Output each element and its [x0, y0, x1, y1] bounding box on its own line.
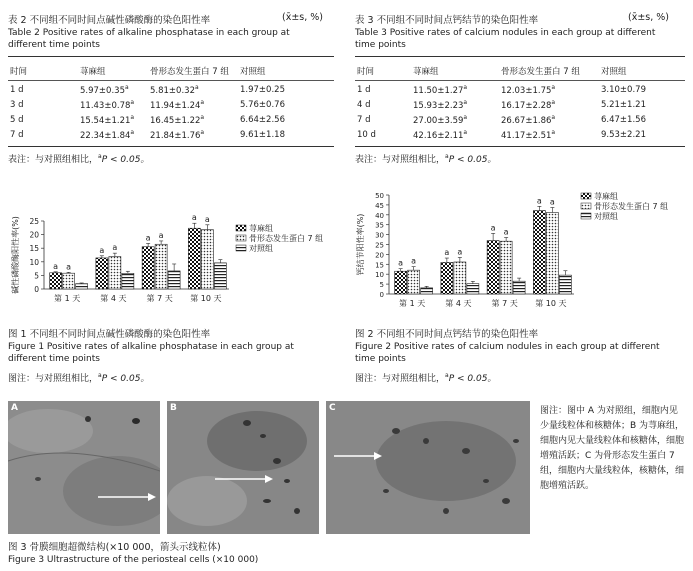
- bar-1: [441, 262, 453, 294]
- table2-cell: [10, 82, 80, 97]
- table3-top-rule: [355, 56, 685, 57]
- table2-header-time: 时间: [10, 67, 28, 77]
- table3-cell-value: 9.53±2.21: [601, 129, 646, 140]
- table2-cell: [150, 112, 240, 127]
- bar-3: [559, 275, 571, 294]
- table3: [357, 60, 683, 142]
- table3-cell-value: 16.17±2.28: [501, 100, 552, 111]
- table2-cell: [240, 82, 330, 97]
- table3-cell: [357, 82, 413, 97]
- significance-label: a: [444, 248, 450, 258]
- y-tick-label: 35: [375, 221, 384, 230]
- significance-label: a: [549, 197, 555, 207]
- legend-label-1: 荨麻组: [594, 192, 618, 201]
- table3-cell: [413, 127, 501, 142]
- table3-cell: [501, 112, 601, 127]
- table3-cell-value: 42.16±2.11: [413, 130, 464, 141]
- table2-cell-value: 1 d: [10, 84, 24, 95]
- table3-cell: [601, 82, 683, 97]
- legend-swatch-1: [581, 193, 591, 199]
- bar-2: [500, 241, 512, 294]
- significance-label: a: [66, 262, 72, 272]
- figure2-note-prefix: 图注：与对照组相比，: [355, 374, 446, 384]
- figure3-caption-en: Figure 3 Ultrastructure of the periosteal cells (×10 000): [8, 555, 259, 565]
- micrograph-b-texture: [167, 401, 319, 534]
- bar-1: [142, 247, 154, 289]
- table3-cell-value: 3.10±0.79: [601, 84, 646, 95]
- legend-swatch-2: [581, 203, 591, 209]
- figure1-note-prefix: 图注：与对照组相比，: [8, 374, 99, 384]
- table3-cell: [501, 82, 601, 97]
- table2-cell: [150, 97, 240, 112]
- y-tick-label: 5: [379, 281, 384, 290]
- table3-cell-sig: a: [551, 98, 556, 106]
- figure2-caption-en: Figure 2 Positive rates of calcium nodules in each group at different time points: [355, 342, 660, 364]
- table2-cell: [150, 127, 240, 142]
- table2-note-suffix: P < 0.05。: [101, 155, 150, 165]
- micrograph-b: [167, 401, 319, 534]
- legend-swatch-1: [236, 225, 246, 231]
- table2-cell-value: 7 d: [10, 129, 24, 140]
- table3-cell: [413, 112, 501, 127]
- table2-row: [10, 127, 330, 142]
- legend-label-3: 对照组: [249, 244, 273, 253]
- bar-1: [50, 273, 62, 289]
- bar-2: [63, 273, 75, 289]
- legend-swatch-3: [236, 245, 246, 251]
- table3-row: [357, 127, 683, 142]
- y-tick-label: 25: [29, 217, 39, 226]
- legend-swatch-2: [236, 235, 246, 241]
- table2-row: [10, 112, 330, 127]
- table3-cell-sig: a: [551, 128, 556, 136]
- table3-cell: [601, 127, 683, 142]
- table3-header-g2: 骨形态发生蛋白 7 组: [501, 67, 580, 77]
- table2-cell-value: 5.81±0.32: [150, 85, 195, 96]
- legend-label-1: 荨麻组: [249, 224, 273, 233]
- table2-cell-sig: a: [130, 98, 135, 106]
- legend-label-3: 对照组: [594, 212, 618, 221]
- y-tick-label: 10: [29, 257, 39, 267]
- bar-2: [201, 230, 213, 289]
- y-tick-label: 30: [375, 231, 384, 240]
- figure1-note-suffix: P < 0.05。: [101, 374, 150, 384]
- significance-label: a: [112, 243, 118, 253]
- bar-1: [533, 211, 545, 294]
- y-axis-label: 碱性磷酸酶阳性率(%): [11, 216, 20, 294]
- table3-row: [357, 97, 683, 112]
- significance-label: a: [536, 196, 542, 206]
- y-axis-label: 钙结节阳性率(%): [356, 213, 365, 276]
- significance-label: a: [145, 233, 151, 243]
- table2-cell-sig: a: [130, 128, 135, 136]
- table2-cell-value: 6.64±2.56: [240, 114, 285, 125]
- table2-cell-value: 1.97±0.25: [240, 84, 285, 95]
- table3-note: [355, 152, 496, 165]
- significance-label: a: [53, 261, 59, 271]
- table3-cell-sig: a: [463, 113, 468, 121]
- table2-title-en: Table 2 Positive rates of alkaline phosphatase in each group at different time points: [8, 28, 290, 50]
- micrograph-a: [8, 401, 160, 534]
- table3-cell-sig: a: [463, 98, 468, 106]
- table3-cell-value: 15.93±2.23: [413, 100, 464, 111]
- significance-label: a: [99, 245, 105, 255]
- figure3-caption-cn: 图 3 骨膜细胞超微结构(×10 000，箭头示线粒体): [8, 542, 221, 553]
- table3-cell-value: 6.47±1.56: [601, 114, 646, 125]
- micrograph-c-texture: [326, 401, 530, 534]
- y-tick-label: 40: [375, 211, 384, 220]
- bar-3: [76, 284, 88, 289]
- table2-cell: [240, 127, 330, 142]
- table2-cell: [80, 82, 150, 97]
- significance-label: a: [398, 258, 404, 268]
- y-tick-label: 20: [29, 230, 39, 240]
- table3-cell: [413, 97, 501, 112]
- table2-row: [10, 82, 330, 97]
- table2-unit: (x̄±s, %): [282, 12, 324, 23]
- table2-row: [10, 97, 330, 112]
- table2-cell-value: 22.34±1.84: [80, 130, 131, 141]
- bar-2: [408, 270, 420, 294]
- table3-cell: [357, 127, 413, 142]
- table2-cell-value: 21.84±1.76: [150, 130, 201, 141]
- table2-title-cn: 表 2 不同组不同时间点碱性磷酸酶的染色阳性率: [8, 15, 211, 26]
- table3-cell: [357, 97, 413, 112]
- table2-cell-sig: a: [200, 113, 205, 121]
- table3-cell-value: 10 d: [357, 129, 376, 140]
- table3-note-suffix: P < 0.05。: [448, 155, 497, 165]
- table3-cell: [357, 112, 413, 127]
- table3-row: [357, 82, 683, 97]
- bar-1: [188, 228, 200, 289]
- y-tick-label: 5: [34, 271, 39, 281]
- table3-header-g1: 荨麻组: [413, 67, 439, 77]
- table3-cell-sig: a: [463, 83, 468, 91]
- figure2-chart: [353, 183, 688, 323]
- table3-title-en: Table 3 Positive rates of calcium nodules in each group at different time points: [355, 28, 656, 50]
- y-tick-label: 50: [375, 192, 384, 200]
- figure2-note-sup: a: [445, 372, 449, 379]
- table2-cell-sig: a: [130, 113, 135, 121]
- table3-cell-value: 12.03±1.75: [501, 85, 552, 96]
- table3-cell-value: 27.00±3.59: [413, 115, 464, 126]
- table2-cell-value: 16.45±1.22: [150, 115, 201, 126]
- micrograph-c: [326, 401, 530, 534]
- y-tick-label: 25: [375, 241, 384, 250]
- bar-3: [122, 273, 134, 289]
- table3-cell: [501, 97, 601, 112]
- figure3-side-note: 图注：图中 A 为对照组，细胞内见少量线粒体和核糖体；B 为荨麻组，细胞内见大量线粒体和核糖体，细胞增殖活跃；C 为骨形态发生蛋白 7 组，细胞内大量线粒体，核糖体，细胞增殖活跃。: [540, 406, 685, 491]
- bar-1: [96, 258, 108, 289]
- significance-label: a: [158, 230, 164, 240]
- table3-cell-sig: a: [551, 83, 556, 91]
- x-tick-label: 第 4 天: [445, 299, 472, 308]
- table3-cell-value: 4 d: [357, 99, 371, 110]
- table2: [10, 60, 330, 142]
- table2-note-prefix: 表注：与对照组相比，: [8, 155, 99, 165]
- table3-row: [357, 112, 683, 127]
- table3-cell-value: 5.21±1.21: [601, 99, 646, 110]
- table2-cell: [80, 97, 150, 112]
- table3-cell-value: 11.50±1.27: [413, 85, 464, 96]
- table2-header-g2: 骨形态发生蛋白 7 组: [150, 67, 229, 77]
- table2-header-g3: 对照组: [240, 67, 266, 77]
- table2-cell-value: 11.94±1.24: [150, 100, 201, 111]
- table2-cell-sig: a: [124, 83, 129, 91]
- x-tick-label: 第 7 天: [146, 294, 173, 303]
- table3-header-g3: 对照组: [601, 67, 627, 77]
- bar-2: [109, 257, 121, 289]
- table2-cell: [80, 112, 150, 127]
- table3-cell-sig: a: [551, 113, 556, 121]
- table3-cell: [413, 82, 501, 97]
- figure1-caption-cn: 图 1 不同组不同时间点碱性磷酸酶的染色阳性率: [8, 329, 211, 340]
- table2-top-rule: [8, 56, 334, 57]
- table3-title-cn: 表 3 不同组不同时间点钙结节的染色阳性率: [355, 15, 539, 26]
- table2-cell-sig: a: [200, 128, 205, 136]
- significance-label: a: [411, 256, 417, 266]
- table3-unit: (x̄±s, %): [628, 12, 670, 23]
- table2-cell-value: 11.43±0.78: [80, 100, 131, 111]
- table3-cell: [501, 127, 601, 142]
- table3-cell-value: 7 d: [357, 114, 371, 125]
- y-tick-label: 10: [375, 271, 384, 280]
- table2-cell: [150, 82, 240, 97]
- table2-cell-value: 5.97±0.35: [80, 85, 125, 96]
- y-tick-label: 15: [375, 261, 384, 270]
- y-tick-label: 45: [375, 201, 384, 210]
- table3-cell: [601, 97, 683, 112]
- x-tick-label: 第 7 天: [491, 299, 518, 308]
- micrograph-b-label: B: [170, 403, 177, 413]
- table2-cell: [240, 112, 330, 127]
- table2-cell: [240, 97, 330, 112]
- figure1-caption-en: Figure 1 Positive rates of alkaline phosphatase in each group at different time points: [8, 342, 294, 364]
- significance-label: a: [457, 247, 463, 257]
- figure1-chart: [8, 193, 343, 323]
- table2-note-sup: a: [98, 153, 102, 160]
- legend-label-2: 骨形态发生蛋白 7 组: [594, 202, 669, 211]
- y-tick-label: 15: [29, 244, 39, 254]
- significance-label: a: [191, 213, 197, 223]
- table2-cell: [10, 112, 80, 127]
- table2-cell: [10, 97, 80, 112]
- table3-header-time: 时间: [357, 67, 375, 77]
- table2-cell-value: 5 d: [10, 114, 24, 125]
- x-tick-label: 第 10 天: [190, 294, 222, 303]
- table3-cell-value: 41.17±2.51: [501, 130, 552, 141]
- figure2-caption-cn: 图 2 不同组不同时间点钙结节的染色阳性率: [355, 329, 539, 340]
- table2-cell-sig: a: [194, 83, 199, 91]
- table2-cell-value: 15.54±1.21: [80, 115, 131, 126]
- table2-cell-value: 3 d: [10, 99, 24, 110]
- significance-label: a: [204, 214, 210, 224]
- table2-cell: [10, 127, 80, 142]
- bar-3: [421, 288, 433, 294]
- bar-2: [546, 212, 558, 294]
- table3-cell-sig: a: [463, 128, 468, 136]
- significance-label: a: [503, 227, 509, 237]
- legend-label-2: 骨形态发生蛋白 7 组: [249, 234, 324, 243]
- table3-cell-value: 1 d: [357, 84, 371, 95]
- bar-3: [467, 284, 479, 294]
- table3-note-sup: a: [445, 153, 449, 160]
- bar-3: [513, 281, 525, 294]
- table2-header-g1: 荨麻组: [80, 67, 106, 77]
- table2-bottom-rule: [8, 146, 334, 147]
- bar-2: [155, 244, 167, 289]
- figure1-note-sup: a: [98, 372, 102, 379]
- x-tick-label: 第 1 天: [399, 299, 426, 308]
- y-tick-label: 20: [375, 251, 384, 260]
- figure2-note: [355, 371, 496, 384]
- table2-cell-value: 9.61±1.18: [240, 129, 285, 140]
- table2-cell-value: 5.76±0.76: [240, 99, 285, 110]
- micrograph-a-label: A: [11, 403, 18, 413]
- significance-label: a: [490, 223, 496, 233]
- bar-1: [487, 241, 499, 294]
- micrograph-c-label: C: [329, 403, 336, 413]
- y-tick-label: 0: [379, 291, 384, 299]
- bar-3: [214, 263, 226, 289]
- figure1-note: [8, 371, 149, 384]
- table3-cell-value: 26.67±1.86: [501, 115, 552, 126]
- y-tick-label: 0: [34, 285, 39, 294]
- legend-swatch-3: [581, 213, 591, 219]
- table3-cell: [601, 112, 683, 127]
- x-tick-label: 第 4 天: [100, 294, 127, 303]
- bar-1: [395, 271, 407, 294]
- table3-bottom-rule: [355, 146, 685, 147]
- x-tick-label: 第 1 天: [54, 294, 81, 303]
- bar-2: [454, 262, 466, 294]
- table2-cell: [80, 127, 150, 142]
- table3-note-prefix: 表注：与对照组相比，: [355, 155, 446, 165]
- table2-note: [8, 152, 149, 165]
- table2-cell-sig: a: [200, 98, 205, 106]
- figure2-note-suffix: P < 0.05。: [448, 374, 497, 384]
- x-tick-label: 第 10 天: [535, 299, 567, 308]
- micrograph-a-texture: [8, 401, 160, 534]
- bar-3: [168, 271, 180, 289]
